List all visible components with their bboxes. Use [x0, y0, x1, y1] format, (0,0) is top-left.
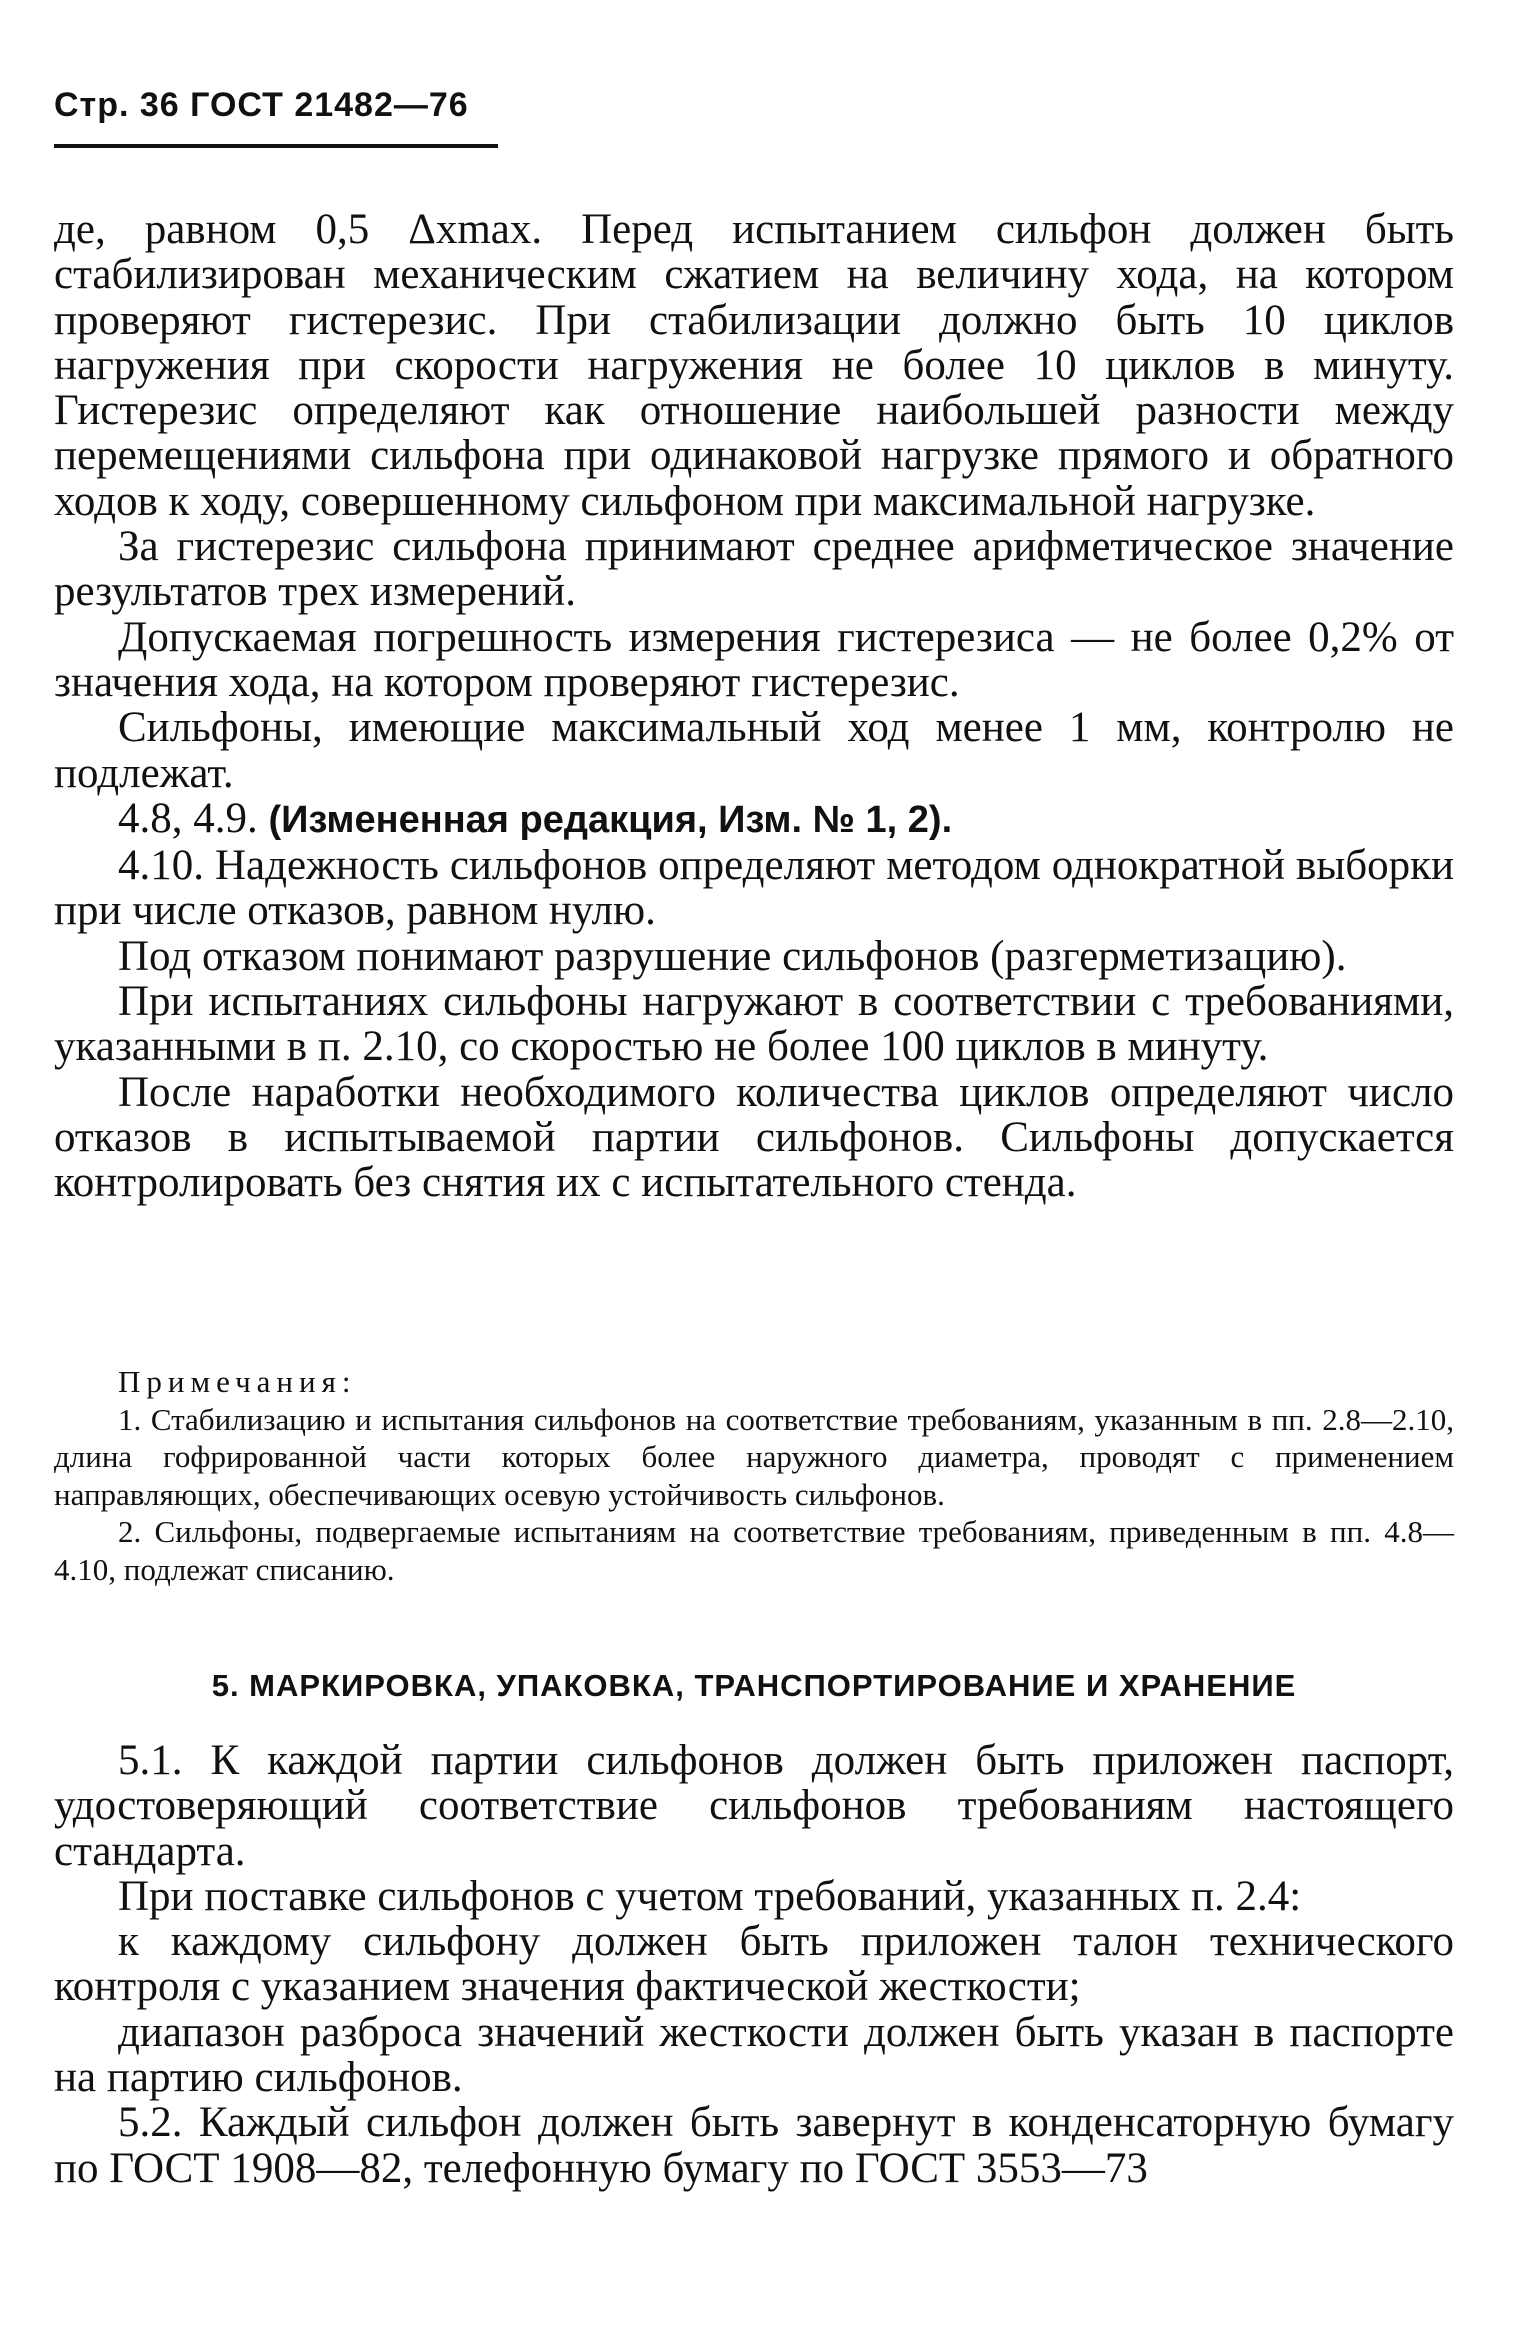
amendment-clause-number: 4.8, 4.9.	[118, 794, 269, 842]
paragraph-4-10: 4.10. Надежность сильфонов определяют методом однократной выборки при числе отказов, равном нулю.	[54, 842, 1454, 935]
paragraph-stiffness-range: диапазон разброса значений жесткости должен быть указан в паспорте на партию сильфонов.	[54, 2008, 1454, 2102]
body-section-4	[54, 207, 1454, 1206]
note-1: 1. Стабилизацию и испытания сильфонов на соответствие требованиям, указанным в пп. 2.8—2.10, длина гофрированной части которых более наружного диаметра, проводят с применением направляющих, обеспечивающих осевую устойчивость сильфонов.	[54, 1401, 1454, 1512]
notes-block	[54, 1363, 1454, 1588]
paragraph-loading: При испытаниях сильфоны нагружают в соответствии с требованиями, указанными в п. 2.10, со скоростью не более 100 циклов в минуту.	[54, 978, 1454, 1071]
paragraph-talon: к каждому сильфону должен быть приложен талон технического контроля с указанием значения фактической жесткости;	[54, 1918, 1454, 2011]
paragraph-5-1: 5.1. К каждой партии сильфонов должен быть приложен паспорт, удостоверяющий соответствие сильфонов требованиям настоящего стандарта.	[54, 1737, 1454, 1875]
notes-title: Примечания:	[118, 1364, 357, 1399]
paragraph-delivery: При поставке сильфонов с учетом требований, указанных п. 2.4:	[118, 1872, 1302, 1920]
paragraph-not-controlled: Сильфоны, имеющие максимальный ход менее 1 мм, контролю не подлежат.	[54, 704, 1454, 797]
paragraph-failure-definition: Под отказом понимают разрушение сильфонов (разгерметизацию).	[118, 932, 1347, 980]
paragraph-amendment	[54, 796, 1454, 843]
paragraph-hysteresis-average: За гистерезис сильфона принимают среднее арифметическое значение результатов трех измерений.	[54, 523, 1454, 616]
section-5-title: 5. МАРКИРОВКА, УПАКОВКА, ТРАНСПОРТИРОВАНИЕ И ХРАНЕНИЕ	[211, 1668, 1297, 1703]
amendment-note: (Измененная редакция, Изм. № 1, 2).	[268, 798, 953, 841]
body-section-5	[54, 1738, 1454, 2191]
paragraph-5-2: 5.2. Каждый сильфон должен быть завернут в конденсаторную бумагу по ГОСТ 1908—82, телефонную бумагу по ГОСТ 3553—73	[54, 2099, 1454, 2192]
note-2: 2. Сильфоны, подвергаемые испытаниям на соответствие требованиям, приведенным в пп. 4.8—4.10, подлежат списанию.	[54, 1514, 1454, 1587]
page-header: Стр. 36 ГОСТ 21482—76	[54, 86, 469, 124]
paragraph-failure-count: После наработки необходимого количества циклов определяют число отказов в испытываемой партии сильфонов. Сильфоны допускается контролировать без снятия их с испытательного стенда.	[54, 1068, 1454, 1207]
paragraph-hysteresis-error: Допускаемая погрешность измерения гистерезиса — не более 0,2% от значения хода, на котором проверяют гистерезис.	[54, 613, 1454, 706]
header-rule	[54, 144, 498, 148]
paragraph-hysteresis-method: де, равном 0,5 Δxmax. Перед испытанием сильфон должен быть стабилизирован механическим сжатием на величину хода, на котором проверяют гистерезис. При стабилизации должно быть 10 циклов нагружения при скорости нагружения не более 10 циклов в минуту. Гистерезис определяют как отношение наибольшей разности между перемещениями сильфона при одинаковой нагрузке прямого и обратного ходов к ходу, совершенному сильфоном при максимальной нагрузке.	[54, 206, 1454, 525]
